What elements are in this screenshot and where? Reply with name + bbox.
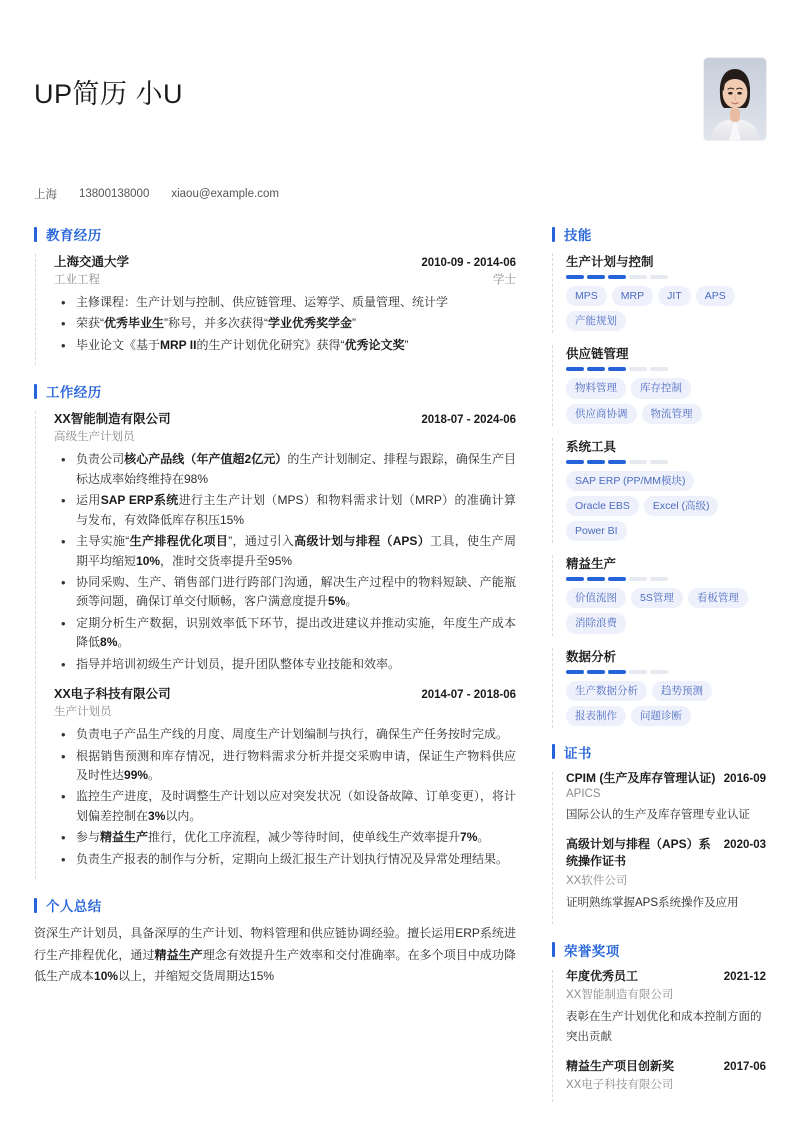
section-accent-bar	[552, 942, 555, 957]
work-company: XX智能制造有限公司	[54, 412, 171, 427]
skill-group	[552, 437, 766, 542]
certificate-name: CPIM (生产及库存管理认证)	[566, 770, 716, 785]
name-block	[34, 58, 183, 110]
bullet-item: • 负责公司核心产品线（年产值超2亿元）的生产计划制定、排程与跟踪，确保生产目标达成率始终维持在98%	[76, 450, 516, 489]
skill-rating	[566, 367, 766, 371]
skill-group	[552, 554, 766, 633]
skill-tag[interactable]: MRP	[612, 286, 653, 306]
skill-rating	[566, 460, 766, 464]
right-column	[534, 224, 766, 1118]
certificate-description: 国际公认的生产及库存管理专业认证	[566, 809, 750, 822]
rating-segment	[650, 367, 668, 371]
skill-tag[interactable]: 消除浪费	[566, 613, 626, 633]
award-org: XX智能制造有限公司	[566, 988, 674, 1001]
skill-group-name: 精益生产	[566, 557, 617, 572]
skill-tag[interactable]: APS	[696, 286, 735, 306]
rating-segment	[650, 670, 668, 674]
bullet-item: • 定期分析生产数据，识别效率低下环节，提出改进建议并推动实施，年度生产成本降低8%。	[76, 614, 516, 653]
work-company: XX电子科技有限公司	[54, 687, 171, 702]
left-column	[34, 224, 534, 1118]
skill-group-name: 系统工具	[566, 439, 617, 454]
rating-segment	[608, 367, 626, 371]
skill-tag[interactable]: Oracle EBS	[566, 496, 639, 516]
rating-segment	[608, 275, 626, 279]
skill-tag[interactable]: 5S管理	[631, 588, 683, 608]
skill-tags	[566, 378, 766, 423]
bullet-item: • 主修课程：生产计划与控制、供应链管理、运筹学、质量管理、统计学	[76, 293, 516, 312]
skill-tag[interactable]: SAP ERP (PP/MM模块)	[566, 471, 694, 491]
rating-segment	[587, 577, 605, 581]
rating-segment	[608, 577, 626, 581]
skill-group	[552, 344, 766, 423]
rating-segment	[587, 670, 605, 674]
bullet-item: • 主导实施“生产排程优化项目”，通过引入高级计划与排程（APS）工具，使生产周期平均缩短10%，准时交货率提升至95%	[76, 532, 516, 571]
section-skills	[552, 224, 766, 726]
skill-group-name: 供应链管理	[566, 347, 629, 362]
award-date: 2021-12	[723, 970, 766, 983]
certificate-description: 证明熟练掌握APS系统操作及应用	[566, 896, 739, 909]
section-title-certificates: 证书	[564, 745, 592, 761]
skill-tag[interactable]: 物流管理	[642, 404, 702, 424]
rating-segment	[566, 367, 584, 371]
resume-header	[0, 0, 800, 202]
section-work	[34, 381, 516, 879]
skill-tags	[566, 471, 766, 542]
certificate-org: XX软件公司	[566, 874, 628, 887]
work-role: 高级生产计划员	[54, 431, 135, 444]
rating-segment	[650, 275, 668, 279]
award-description: 表彰在生产计划优化和成本控制方面的突出贡献	[566, 1010, 762, 1043]
rating-segment	[650, 577, 668, 581]
rating-segment	[566, 275, 584, 279]
skill-tag[interactable]: 价值流图	[566, 588, 626, 608]
bullet-item: • 指导并培训初级生产计划员，提升团队整体专业技能和效率。	[76, 655, 516, 674]
bullet-item: • 运用SAP ERP系统进行主生产计划（MPS）和物料需求计划（MRP）的准确计算与发布，有效降低库存积压15%	[76, 491, 516, 530]
section-accent-bar	[552, 744, 555, 759]
summary-text: 资深生产计划员，具备深厚的生产计划、物料管理和供应链协调经验。擅长运用ERP系统进行生产排程优化，通过精益生产理念有效提升生产效率和交付准确率。在多个项目中成功降低生产成本10%以上，并缩短交货周期达15%	[34, 926, 516, 983]
work-entry	[34, 684, 516, 879]
section-accent-bar	[552, 227, 555, 242]
skill-rating	[566, 275, 766, 279]
section-title-summary: 个人总结	[46, 899, 102, 915]
skill-tag[interactable]: Power BI	[566, 521, 627, 541]
section-accent-bar	[34, 227, 37, 242]
skill-tag[interactable]: 供应商协调	[566, 404, 637, 424]
skill-tag[interactable]: 看板管理	[688, 588, 748, 608]
section-title-education: 教育经历	[46, 228, 102, 243]
work-date: 2018-07 - 2024-06	[421, 414, 516, 427]
work-role: 生产计划员	[54, 706, 112, 719]
certificate-org: APICS	[566, 788, 601, 801]
bullet-item: • 参与精益生产推行，优化工序流程，减少等待时间，使单线生产效率提升7%。	[76, 828, 516, 847]
education-degree: 学士	[493, 274, 516, 286]
avatar	[704, 58, 766, 140]
rating-segment	[587, 460, 605, 464]
contact-email: xiaou@example.com	[171, 188, 279, 200]
skill-group-name: 生产计划与控制	[566, 255, 654, 269]
award-name: 年度优秀员工	[566, 968, 639, 983]
section-title-skills: 技能	[564, 228, 592, 243]
skill-tag[interactable]: 趋势预测	[652, 681, 712, 701]
section-title-work: 工作经历	[46, 385, 102, 401]
work-date: 2014-07 - 2018-06	[421, 689, 516, 702]
work-entry	[34, 409, 516, 684]
skill-tag[interactable]: 生产数据分析	[566, 681, 647, 701]
skill-tag[interactable]: 问题诊断	[631, 706, 691, 726]
section-education	[34, 224, 516, 365]
education-date: 2010-09 - 2014-06	[421, 257, 516, 269]
education-school: 上海交通大学	[54, 255, 130, 269]
skill-group-name: 数据分析	[566, 649, 617, 664]
rating-segment	[566, 460, 584, 464]
section-awards	[552, 940, 766, 1102]
resume-body	[0, 224, 800, 1118]
education-major: 工业工程	[54, 274, 100, 286]
contact-location: 上海	[34, 189, 57, 201]
rating-segment	[566, 577, 584, 581]
certificate-entry	[552, 836, 766, 924]
skill-tag[interactable]: 产能规划	[566, 311, 626, 331]
work-bullets	[54, 450, 516, 674]
work-bullets	[54, 725, 516, 869]
rating-segment	[650, 460, 668, 464]
bullet-item: • 毕业论文《基于MRP II的生产计划优化研究》获得“优秀论文奖”	[76, 336, 516, 355]
skill-tag[interactable]: 库存控制	[631, 378, 691, 398]
rating-segment	[629, 460, 647, 464]
skill-tag[interactable]: 报表制作	[566, 706, 626, 726]
bullet-item: • 监控生产进度，及时调整生产计划以应对突发状况（如设备故障、订单变更），将计划偏差控制在3%以内。	[76, 787, 516, 826]
award-date: 2017-06	[723, 1060, 766, 1073]
rating-segment	[629, 275, 647, 279]
skill-tags	[566, 286, 766, 331]
rating-segment	[608, 670, 626, 674]
section-accent-bar	[34, 384, 37, 399]
bullet-item: • 荣获“优秀毕业生”称号，并多次获得“学业优秀奖学金”	[76, 314, 516, 333]
bullet-item: • 根据销售预测和库存情况，进行物料需求分析并提交采购申请，保证生产物料供应及时性达99%。	[76, 747, 516, 786]
skill-group	[552, 647, 766, 726]
bullet-item: • 负责生产报表的制作与分析，定期向上级汇报生产计划执行情况及异常处理结果。	[76, 850, 516, 869]
award-entry	[552, 968, 766, 1058]
rating-segment	[629, 577, 647, 581]
section-title-awards: 荣誉奖项	[564, 943, 620, 959]
contact-row	[34, 186, 766, 202]
bullet-item: • 协同采购、生产、销售部门进行跨部门沟通，解决生产过程中的物料短缺、产能瓶颈等问题，确保订单交付顺畅，客户满意度提升5%。	[76, 573, 516, 612]
skill-tag[interactable]: Excel (高级)	[644, 496, 719, 516]
award-entry	[552, 1058, 766, 1102]
skill-tag[interactable]: MPS	[566, 286, 607, 306]
rating-segment	[587, 275, 605, 279]
certificate-entry	[552, 770, 766, 836]
rating-segment	[629, 367, 647, 371]
education-bullets	[54, 293, 516, 355]
contact-phone: 13800138000	[79, 188, 150, 200]
skill-tag[interactable]: JIT	[658, 286, 691, 306]
award-org: XX电子科技有限公司	[566, 1078, 674, 1091]
bullet-item: • 负责电子产品生产线的月度、周度生产计划编制与执行，确保生产任务按时完成。	[76, 725, 516, 744]
rating-segment	[587, 367, 605, 371]
skill-tags	[566, 588, 766, 633]
award-name: 精益生产项目创新奖	[566, 1058, 675, 1073]
section-summary	[34, 895, 516, 987]
skill-rating	[566, 670, 766, 674]
certificate-date: 2020-03	[723, 839, 766, 852]
section-accent-bar	[34, 898, 37, 913]
skill-tag[interactable]: 物料管理	[566, 378, 626, 398]
skill-group	[552, 252, 766, 331]
rating-segment	[566, 670, 584, 674]
skill-tags	[566, 681, 766, 726]
certificate-date: 2016-09	[723, 772, 766, 785]
education-entry	[34, 252, 516, 365]
skill-rating	[566, 577, 766, 581]
rating-segment	[608, 460, 626, 464]
certificate-name: 高级计划与排程（APS）系统操作证书	[566, 837, 711, 869]
page-title: UP简历 小U	[34, 79, 184, 109]
section-certificates	[552, 742, 766, 924]
rating-segment	[629, 670, 647, 674]
